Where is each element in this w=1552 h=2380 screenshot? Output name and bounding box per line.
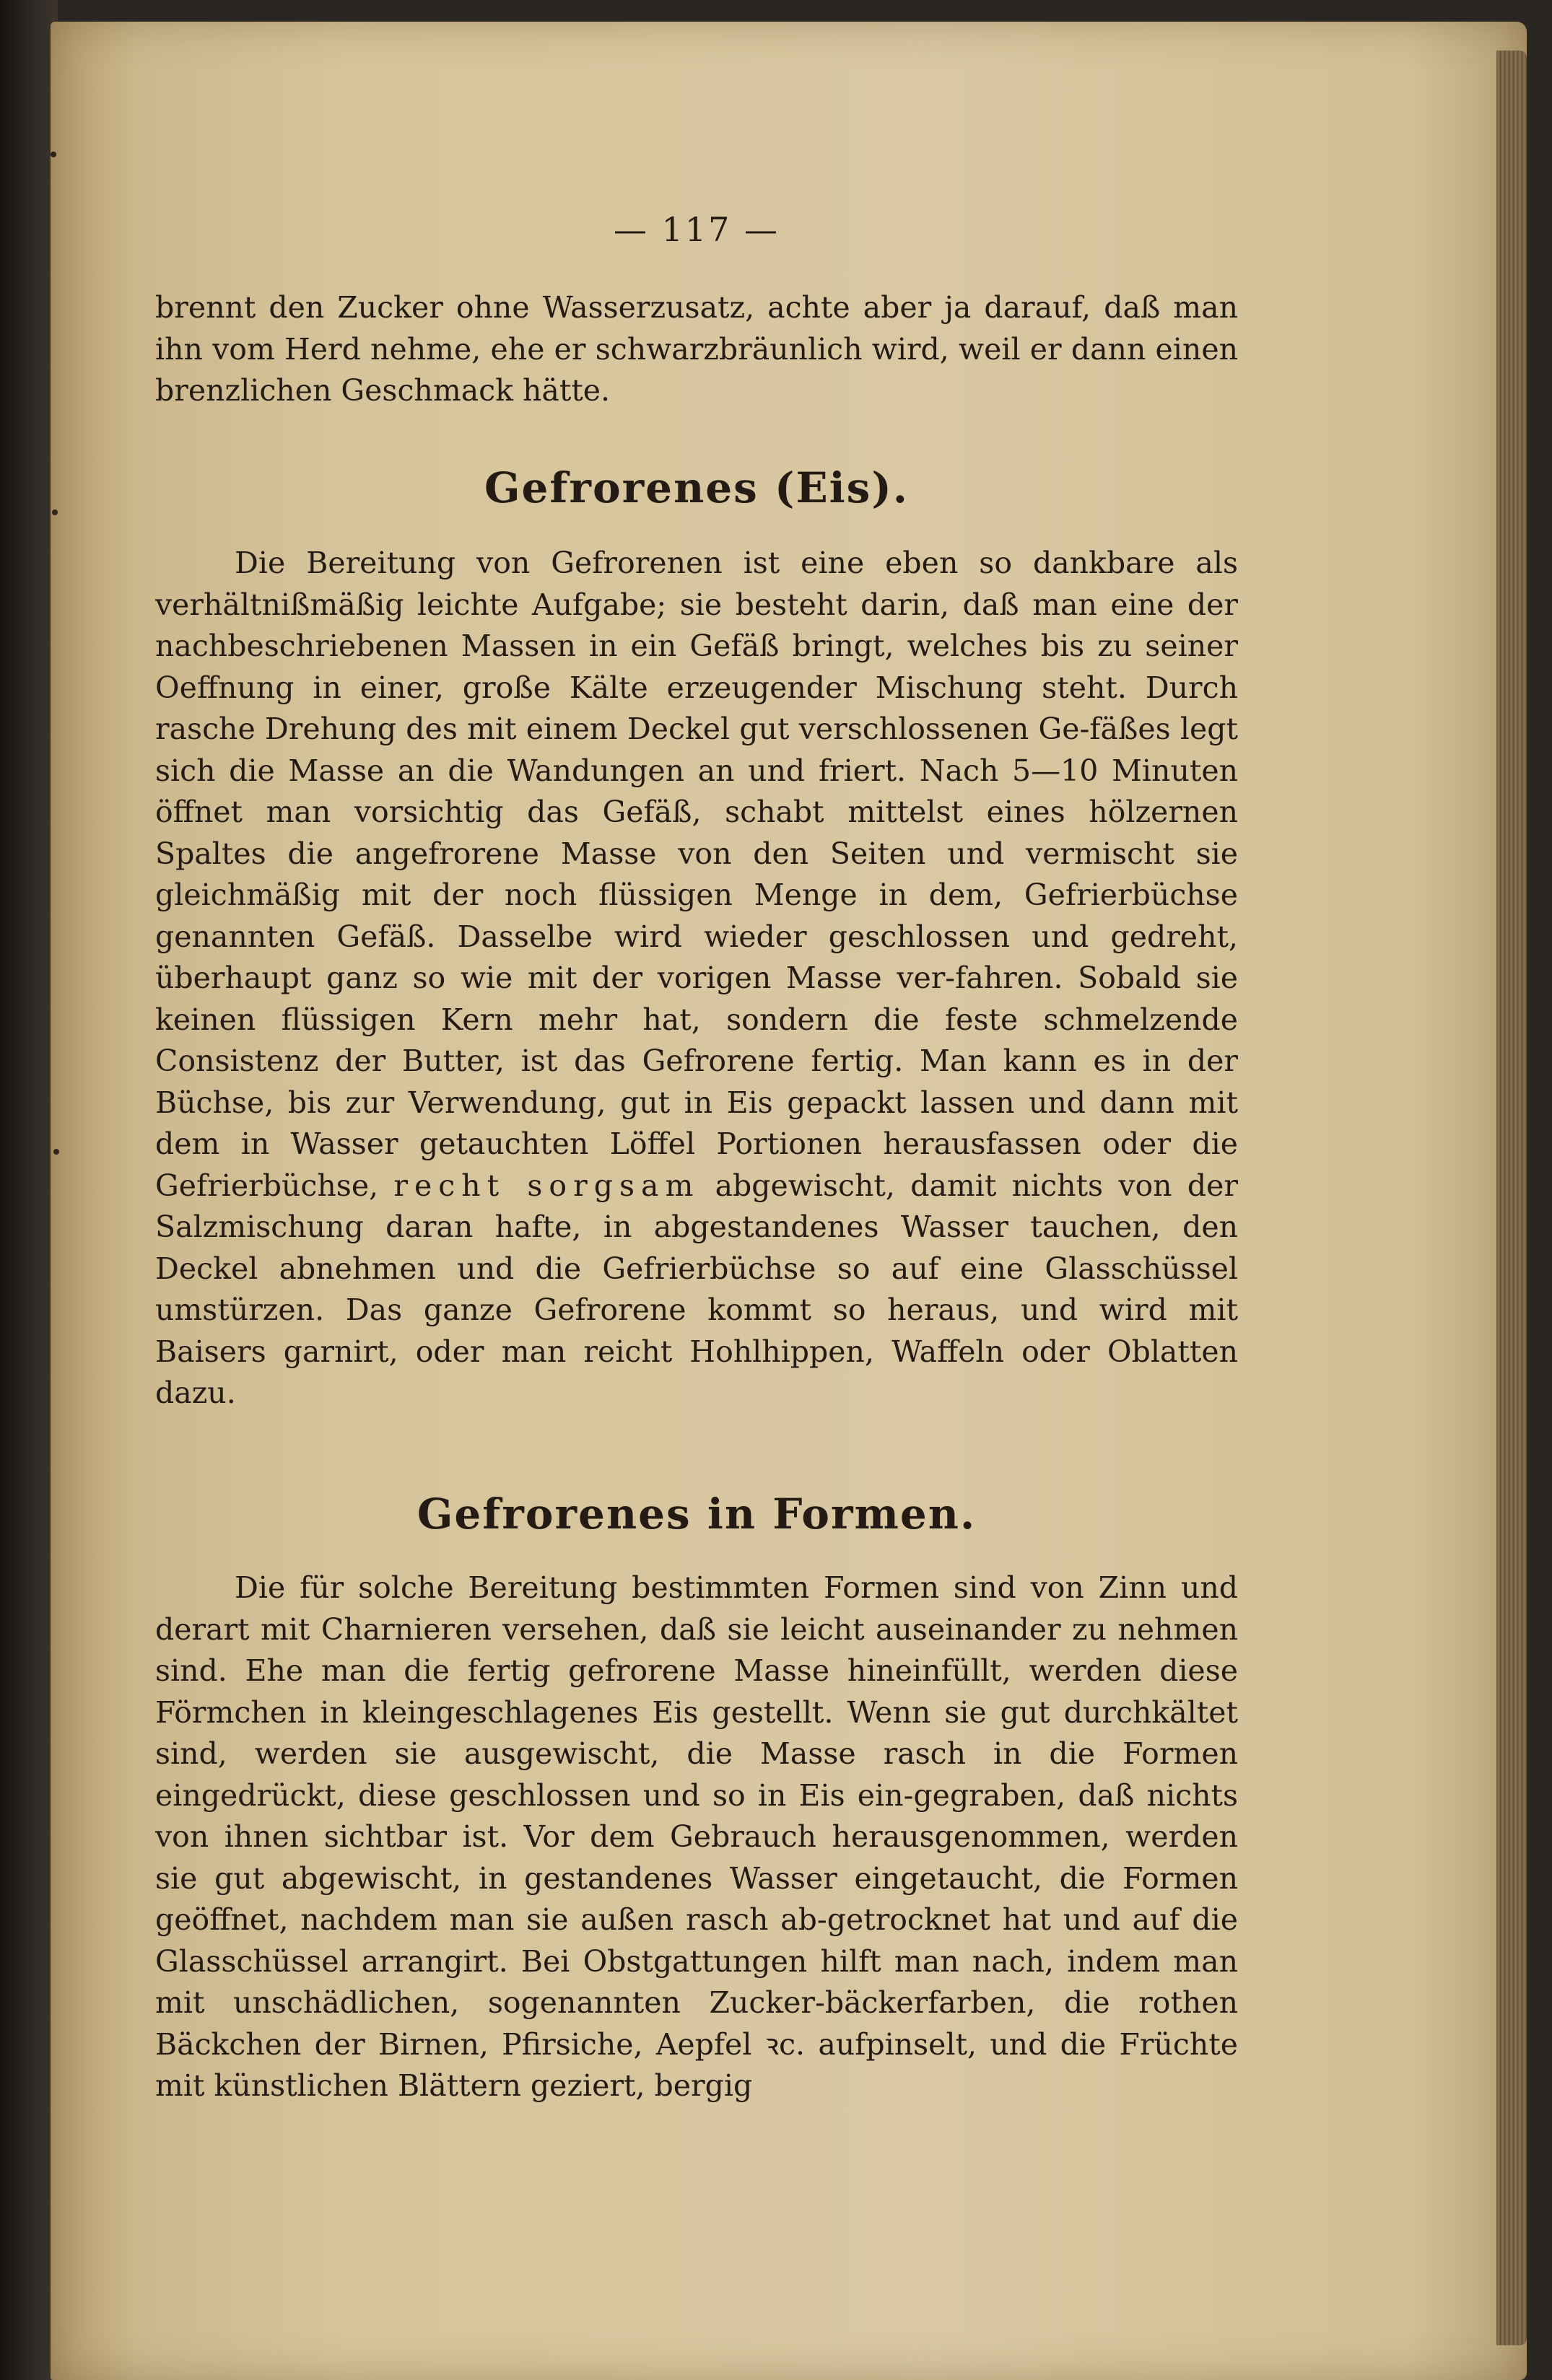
section-heading-gefrorenes-in-formen: Gefrorenes in Formen. <box>417 1489 977 1539</box>
paragraph-text: abgewischt, damit nichts von der Salzmischung daran hafte, in abgestandenes Wasser tauchen, den Deckel abnehmen und die Gefrierbüchse so auf eine Glasschüssel umstürzen. Das ganze Gefrorene kommt so heraus, und wird mit Baisers garnirt, oder man reicht Hohlhippen, Waffeln oder Oblatten dazu. <box>155 1168 1238 1410</box>
intro-paragraph: brennt den Zucker ohne Wasserzusatz, achte aber ja darauf, daß man ihn vom Herd nehme, ehe er schwarzbräunlich wird, weil er dann einen brenzlichen Geschmack hätte. <box>155 290 1238 408</box>
margin-mark <box>53 1149 59 1155</box>
section-paragraph-gefrorenes <box>155 543 1238 1414</box>
emphasized-words: recht sorgsam <box>393 1168 700 1203</box>
page-number: — 117 — <box>613 210 780 249</box>
section-paragraph-formen: Die für solche Bereitung bestimmten Formen sind von Zinn und derart mit Charnieren versehen, daß sie leicht auseinander zu nehmen sind. Ehe man die fertig gefrorene Masse hineinfüllt, werden diese Förmchen in kleingeschlagenes Eis gestellt. Wenn sie gut durchkältet sind, werden sie ausgewischt, die Masse rasch in die Formen eingedrückt, diese geschlossen und so in Eis ein-gegraben, daß nichts von ihnen sichtbar ist. Vor dem Gebrauch herausgenommen, werden sie gut abgewischt, in gestandenes Wasser eingetaucht, die Formen geöffnet, nachdem man sie außen rasch ab-getrocknet hat und auf die Glasschüssel arrangirt. Bei Obstgattungen hilft man nach, indem man mit unschädlichen, sogenannten Zucker-bäckerfarben, die rothen Bäckchen der Birnen, Pfirsiche, Aepfel ꝛc. aufpinselt, und die Früchte mit künstlichen Blättern geziert, bergig <box>155 1570 1238 2103</box>
paragraph-text: Die Bereitung von Gefrorenen ist eine eben so dankbare als verhältnißmäßig leichte Aufgabe; sie besteht darin, daß man eine der nachbeschriebenen Massen in ein Gefäß bringt, welches bis zu seiner Oeffnung in einer, große Kälte erzeugender Mischung steht. Durch rasche Drehung des mit einem Deckel gut verschlossenen Ge-fäßes legt sich die Masse an die Wandungen an und friert. Nach 5—10 Minuten öffnet man vorsichtig das Gefäß, schabt mittelst eines hölzernen Spaltes die angefrorene Masse von den Seiten und vermischt sie gleichmäßig mit der noch flüssigen Menge in dem, Gefrierbüchse genannten Gefäß. Dasselbe wird wieder geschlossen und gedreht, überhaupt ganz so wie mit der vorigen Masse ver-fahren. Sobald sie keinen flüssigen Kern mehr hat, sondern die feste schmelzende Consistenz der Butter, ist das Gefrorene fertig. Man kann es in der Büchse, bis zur Verwendung, gut in Eis gepackt lassen und dann mit dem in Wasser getauchten Löffel Portionen herausfassen oder die Gefrierbüchse, <box>155 546 1238 1203</box>
page-edge-stack <box>1496 51 1527 2345</box>
margin-mark <box>51 152 56 157</box>
section-heading-gefrorenes: Gefrorenes (Eis). <box>484 463 909 512</box>
margin-mark <box>52 509 58 515</box>
book-spine <box>0 0 58 2380</box>
